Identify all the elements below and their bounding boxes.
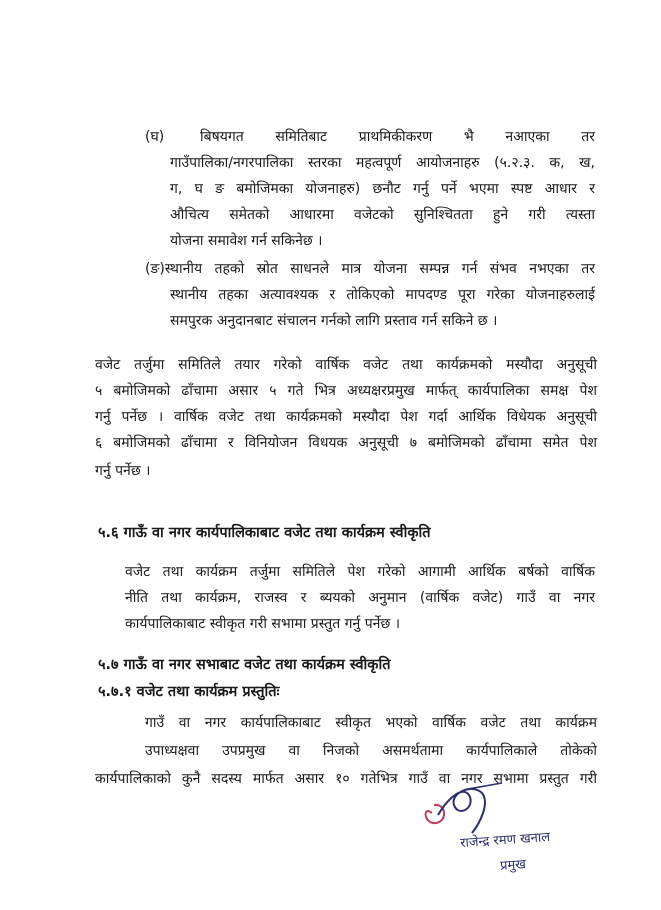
budget-paragraph-line-1: वजेट तर्जुमा समितिले तयार गरेको वार्षिक वजेट तथा कार्यक्रमको मस्यौदा अनुसूची — [95, 357, 597, 373]
item-nga-line-1: (ङ)स्थानीय तहको स्रोत साधनले मात्र योजना सम्पन्न गर्न संभव नभएका तर — [145, 261, 595, 277]
budget-paragraph-line-3: गर्नु पर्नेछ । वार्षिक वजेट तथा कार्यक्रमको मस्यौदा पेश गर्दा आर्थिक विधेयक अनुसूची — [95, 409, 597, 425]
item-gha-line-2: गाउँपालिका/नगरपालिका स्तरका महत्वपूर्ण आयोजनाहरु (५.२.३. क, ख, — [170, 155, 595, 171]
item-gha-marker: (घ) — [145, 129, 165, 145]
budget-paragraph-line-5: गर्नु पर्नेछ । — [95, 463, 151, 479]
section-5-6-line-3: कार्यपालिकाबाट स्वीकृत गरी सभामा प्रस्तुत गर्नु पर्नेछ । — [125, 616, 401, 632]
item-gha-line-4: औचित्य समेतको आधारमा वजेटको सुनिश्चितता हुने गरी त्यस्ता — [170, 207, 595, 223]
section-5-7-1-subheading: ५.७.१ वजेट तथा कार्यक्रम प्रस्तुतिः — [98, 684, 280, 700]
section-5-7-heading: ५.७ गाऊँ वा नगर सभाबाट वजेट तथा कार्यक्रम स्वीकृति — [98, 657, 391, 673]
item-nga-line-2: स्थानीय तहका अत्यावश्यक र तोकिएको मापदण्ड पूरा गरेका योजनाहरुलाई — [170, 287, 595, 303]
section-5-6-heading: ५.६ गाऊँ वा नगर कार्यपालिकाबाट वजेट तथा कार्यक्रम स्वीकृति — [98, 525, 431, 541]
signature-name: राजेन्द्र रमण खनाल — [459, 829, 551, 852]
section-5-6-line-1: वजेट तथा कार्यक्रम तर्जुमा समितिले पेश गरेको आगामी आर्थिक बर्षको वार्षिक — [125, 564, 595, 580]
budget-paragraph-line-2: ५ बमोजिमको ढाँचामा असार ५ गते भित्र अध्यक्षरप्रमुख मार्फत् कार्यपालिका समक्ष पेश — [95, 383, 597, 399]
item-nga-line-3: समपुरक अनुदानबाट संचालन गर्नको लागि प्रस्ताव गर्न सकिने छ । — [170, 313, 498, 329]
signature-title: प्रमुख — [499, 857, 527, 874]
section-5-6-line-2: नीति तथा कार्यक्रम, राजस्व र ब्ययको अनुमान (वार्षिक वजेट) गाउँ वा नगर — [125, 590, 595, 606]
item-gha-line-5: योजना समावेश गर्न सकिनेछ । — [170, 233, 323, 249]
section-5-7-line-3: कार्यपालिकाको कुनै सदस्य मार्फत असार १० गतेभित्र गाउँ वा नगर सभामा प्रस्तुत गरी — [95, 771, 597, 787]
item-gha-line-1: बिषयगत समितिबाट प्राथमिकीकरण भै नआएका तर — [200, 129, 595, 145]
section-5-7-line-2: उपाध्यक्षवा उपप्रमुख वा निजको असमर्थतामा कार्यपालिकाले तोकेको — [145, 743, 597, 759]
section-5-7-line-1: गाउँ वा नगर कार्यपालिकाबाट स्वीकृत भएको वार्षिक वजेट तथा कार्यक्रम — [145, 715, 597, 731]
budget-paragraph-line-4: ६ बमोजिमको ढाँचामा र विनियोजन विधयक अनुसूची ७ बमोजिमको ढाँचामा समेत पेश — [95, 435, 597, 451]
signature-block — [405, 775, 585, 895]
item-gha-line-3: ग, घ ङ बमोजिमका योजनाहरु) छनौट गर्नु पर्ने भएमा स्पष्ट आधार र — [170, 181, 595, 197]
